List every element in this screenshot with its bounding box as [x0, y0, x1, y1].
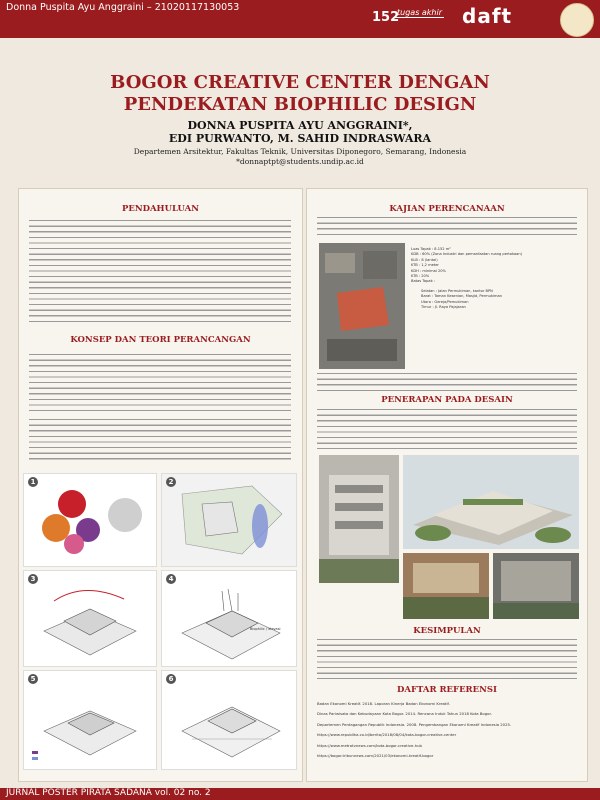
kajian-item: Batas Tapak : — [411, 279, 436, 284]
right-panel — [306, 188, 588, 782]
rendering-3-image — [403, 553, 489, 619]
tag-label: tugas akhir — [397, 8, 443, 17]
batas-item: Utara : Gereja/Pemukiman — [421, 299, 469, 304]
rendering-4-image — [493, 553, 579, 619]
rendering-1-image — [319, 455, 399, 583]
rendering-1 — [319, 455, 399, 583]
diagram-number-1: 1 — [28, 477, 38, 487]
page-number: 152 — [372, 10, 400, 25]
pendahuluan-text — [29, 220, 291, 324]
footer-bar — [0, 788, 600, 800]
kajian-items — [411, 247, 581, 310]
diagram-3 — [23, 570, 157, 667]
reference-item: https://bogor.tribunnews.com/2021/03/ekonomi-kreatif-bogor — [317, 753, 434, 759]
batas-item: Selatan : Jalan Permukiman, kantor BPN — [421, 288, 493, 293]
journal-footer: JURNAL POSTER PIRATA SADANA vol. 02 no. 2 — [6, 788, 211, 798]
site-map — [319, 243, 405, 369]
diagram-6 — [161, 670, 297, 770]
title-line-2: PENDEKATAN BIOPHILIC DESIGN — [123, 94, 477, 115]
massing-sketch-2 — [162, 571, 296, 666]
diagram-1 — [23, 473, 157, 567]
massing-sketch-3 — [24, 671, 156, 769]
massing-sketch-4 — [162, 671, 296, 769]
circle-red — [58, 490, 86, 518]
author-id: Donna Puspita Ayu Anggraini – 21020117130053 — [6, 2, 240, 13]
rendering-2-image — [403, 455, 579, 549]
reference-item: Departemen Perdagangan Republik Indonesia. 2008. Pengembangan Ekonomi Kreatif Indonesia 2025. — [317, 721, 512, 727]
kesimpulan-text — [317, 639, 577, 679]
authors-line-1: DONNA PUSPITA AYU ANGGRAINI*, — [187, 119, 413, 132]
section-kajian: KAJIAN PERENCANAAN — [389, 204, 505, 214]
affiliation: Departemen Arsitektur, Fakultas Teknik, Universitas Diponegoro, Semarang, Indonesia — [133, 147, 467, 156]
batas-item: Timur : Jl. Raya Pajajaran — [421, 305, 466, 310]
konsep-text — [29, 354, 291, 412]
circle-pink — [64, 534, 84, 554]
kajian-item: Luas Tapak : 8.152 m² — [411, 247, 451, 251]
reference-item: https://www.metrotvnews.com/kota-bogor-creative-hub — [317, 742, 422, 748]
kajian-item: KDB : 60% (Zona Industri dan pemanfaatan ruang pertokoan) — [411, 252, 523, 257]
diagram-2 — [161, 473, 297, 567]
authors-line-2: EDI PURWANTO, M. SAHID INDRASWARA — [168, 132, 432, 145]
logo: daft — [462, 4, 513, 28]
diagram-5 — [23, 670, 157, 770]
section-pendahuluan: PENDAHULUAN — [121, 204, 200, 214]
email: *donnaptpt@students.undip.ac.id — [236, 157, 364, 166]
reference-list — [317, 701, 577, 758]
diagram-number-5: 5 — [28, 674, 38, 684]
university-seal-icon — [560, 3, 594, 37]
site-map-image — [319, 243, 405, 369]
diagram-number-4: 4 — [166, 574, 176, 584]
diagram-number-3: 3 — [28, 574, 38, 584]
circle-gray — [108, 498, 142, 532]
header-bar — [0, 0, 600, 38]
diagram-number-2: 2 — [166, 477, 176, 487]
kajian-item: KDH : minimal 20% — [411, 268, 446, 273]
diagram-4 — [161, 570, 297, 667]
massing-sketch-1 — [24, 571, 156, 666]
diagram-number-6: 6 — [166, 674, 176, 684]
section-penerapan: PENERAPAN PADA DESAIN — [381, 395, 513, 405]
konsep-text-2 — [29, 419, 291, 463]
kajian-text — [317, 217, 577, 235]
penerapan-text — [317, 409, 577, 449]
kajian-item: KTB : 20% — [411, 274, 430, 279]
biophilic-label: Biophilic / elevasi — [250, 627, 281, 631]
kajian-item: KTB : 1,2 meter — [411, 263, 439, 268]
section-konsep: KONSEP DAN TEORI PERANCANGAN — [70, 335, 251, 345]
rendering-4 — [493, 553, 579, 619]
batas-item: Barat : Taman Kesenian, Masjid, Permukiman — [421, 294, 502, 299]
reference-item: Dinas Pariwisata dan Kebudayaan Kota Bogor. 2014. Rencana Induk Tahun 2018 Kota Bogor. — [317, 711, 492, 717]
rendering-3 — [403, 553, 489, 619]
left-panel — [18, 188, 303, 782]
reference-item: Badan Ekonomi Kreatif. 2018. Laporan Kinerja Badan Ekonomi Kreatif. — [317, 701, 450, 706]
reference-item: https://www.republika.co.id/berita/2018/08/04/kota-bogor-creative-center — [317, 732, 457, 738]
kajian-text-2 — [317, 373, 577, 391]
rendering-2 — [403, 455, 579, 549]
section-daftar: DAFTAR REFERENSI — [397, 685, 497, 695]
site-plan-sketch — [162, 474, 296, 566]
title-line-1: BOGOR CREATIVE CENTER DENGAN — [110, 72, 490, 93]
kajian-item: KLB : 8 (lantai) — [411, 257, 438, 262]
section-kesimpulan: KESIMPULAN — [413, 626, 481, 636]
